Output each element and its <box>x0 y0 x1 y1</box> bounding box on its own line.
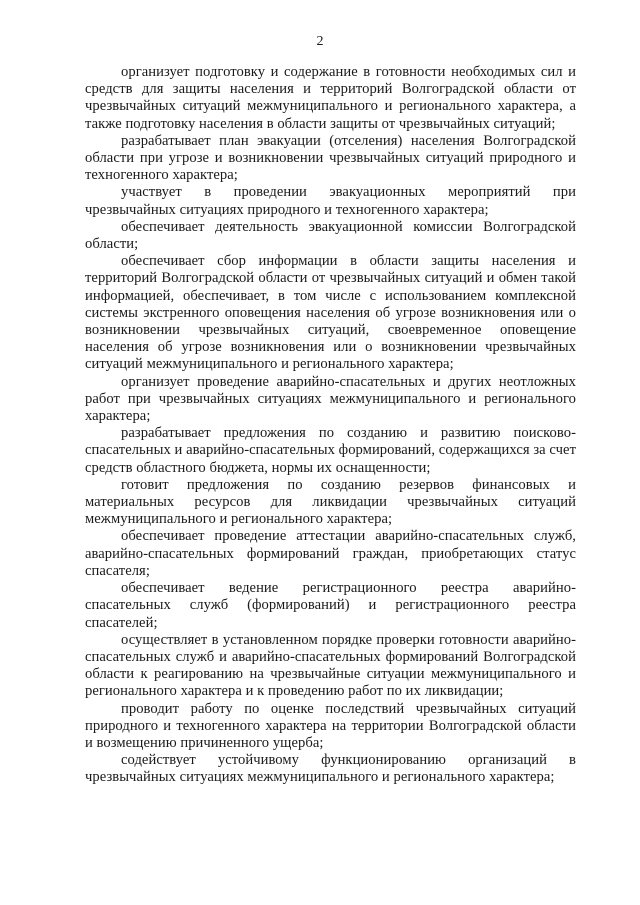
paragraph-evacuation-participation: участвует в проведении эвакуационных мероприятий при чрезвычайных ситуациях природного и техногенного характера; <box>85 184 576 218</box>
paragraph-evacuation-plan: разрабатывает план эвакуации (отселения) населения Волгоградской области при угрозе и возникновении чрезвычайных ситуаций природного и техногенного характера; <box>85 132 576 184</box>
paragraph-evacuation-commission: обеспечивает деятельность эвакуационной комиссии Волгоградской области; <box>85 218 576 253</box>
paragraph-readiness-checks: осуществляет в установленном порядке проверки готовности аварийно-спасательных служб и аварийно-спасательных формирований Волгоградской области к реагированию на чрезвычайные ситуации межмуниципального и регионального характера и к проведению работ по их ликвидации; <box>85 631 576 700</box>
paragraph-forces-preparation: организует подготовку и содержание в готовности необходимых сил и средств для защиты населения и территорий Волгоградской области от чрезвычайных ситуаций межмуниципального и регионального характера, а также подготовку населения в области защиты от чрезвычайных ситуаций; <box>85 64 576 132</box>
paragraph-registry: обеспечивает ведение регистрационного реестра аварийно-спасательных служб (формирований) и регистрационного реестра спасателей; <box>85 580 576 631</box>
paragraph-rescuer-attestation: обеспечивает проведение аттестации аварийно-спасательных служб, аварийно-спасательных формирований граждан, приобретающих статус спасателя; <box>85 528 576 579</box>
paragraph-damage-assessment: проводит работу по оценке последствий чрезвычайных ситуаций природного и техногенного характера на территории Волгоградской области и возмещению причиненного ущерба; <box>85 700 576 751</box>
paragraph-rescue-works: организует проведение аварийно-спасательных и других неотложных работ при чрезвычайных ситуациях межмуниципального и регионального характера; <box>85 373 576 425</box>
paragraph-information-collection: обеспечивает сбор информации в области защиты населения и территорий Волгоградской области от чрезвычайных ситуаций и обмен такой информацией, обеспечивает, в том числе с использованием комплексной системы экстренного оповещения населения об угрозе возникновения или о возникновении чрезвычайных ситуаций, своевременное оповещение населения об угрозе возникновения или о возникновении чрезвычайных ситуаций межмуниципального и регионального характера; <box>85 253 576 373</box>
paragraph-resource-reserves: готовит предложения по созданию резервов финансовых и материальных ресурсов для ликвидации чрезвычайных ситуаций межмуниципального и регионального характера; <box>85 476 576 528</box>
document-body <box>85 64 576 787</box>
page-number: 2 <box>316 34 324 49</box>
paragraph-rescue-formations-proposals: разрабатывает предложения по созданию и развитию поисково-спасательных и аварийно-спасательных формирований, содержащихся за счет средств областного бюджета, нормы их оснащенности; <box>85 425 576 476</box>
paragraph-organization-functioning: содействует устойчивому функционированию организаций в чрезвычайных ситуациях межмуниципального и регионального характера; <box>85 752 576 786</box>
